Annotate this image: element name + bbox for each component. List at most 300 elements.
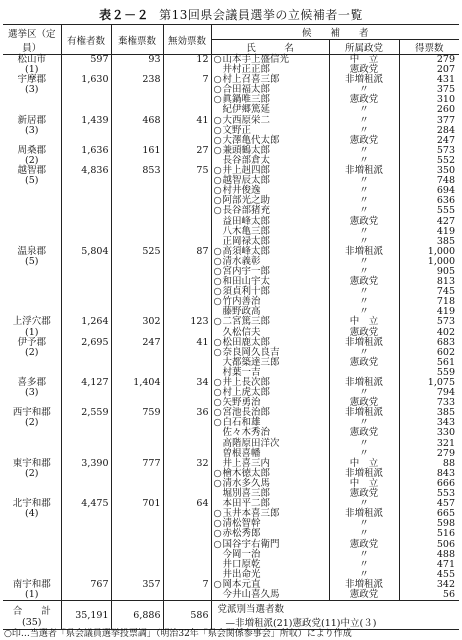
voters-cell [61, 519, 111, 529]
abstain-cell [111, 186, 163, 196]
votes-cell: 694 [399, 186, 459, 196]
candidate-name: 益田峰太郎 [222, 215, 271, 227]
invalid-cell [163, 287, 211, 297]
party-cell: 非増租派 [329, 247, 399, 257]
district-cell [3, 529, 61, 539]
voters-cell [61, 479, 111, 489]
votes-cell: 636 [399, 196, 459, 206]
voters-cell [61, 297, 111, 307]
votes-cell: 455 [399, 570, 459, 580]
party-cell: 非増租派 [329, 580, 399, 590]
candidate-name: 檜木徳太郎 [222, 467, 271, 479]
votes-cell: 88 [399, 459, 459, 469]
district-cell [3, 267, 61, 277]
district-cell [3, 287, 61, 297]
candidate-name: 宮池長治郎 [222, 407, 271, 419]
invalid-cell [163, 95, 211, 105]
voters-cell [61, 267, 111, 277]
votes-cell: 350 [399, 166, 459, 176]
invalid-cell [163, 85, 211, 95]
candidate-name: 曽根喜幡 [222, 447, 261, 459]
voters-cell [61, 358, 111, 368]
candidate-name: 長谷部倉太 [222, 154, 271, 166]
voters-cell [61, 287, 111, 297]
votes-cell: 506 [399, 540, 459, 550]
district-cell: 西宇和郡 [12, 407, 51, 419]
votes-cell: 602 [399, 348, 459, 358]
invalid-cell [163, 428, 211, 438]
header-candidates: 候 補 者 [211, 25, 459, 40]
candidate-name: 兼頭鶴太郎 [222, 144, 271, 156]
candidate-name: 矢野勇治 [222, 397, 261, 409]
candidate-name: 国谷宇右衛門 [222, 538, 280, 550]
abstain-cell [111, 297, 163, 307]
voters-cell [61, 85, 111, 95]
abstain-cell: 701 [111, 499, 163, 509]
candidate-name: 赤松秀郎 [222, 528, 261, 540]
party-cell: 憲政党 [329, 136, 399, 146]
voters-cell [61, 428, 111, 438]
candidate-name: 清水多久馬 [222, 477, 271, 489]
votes-cell: 471 [399, 560, 459, 570]
district-cell [3, 428, 61, 438]
abstain-cell [111, 267, 163, 277]
invalid-cell [163, 176, 211, 186]
abstain-cell [111, 550, 163, 560]
votes-cell: 279 [399, 449, 459, 459]
district-cell: 上浮穴郡 [12, 316, 51, 328]
voters-cell: 1,264 [61, 317, 111, 327]
voters-cell [61, 257, 111, 267]
elected-mark: ○ [213, 144, 222, 156]
elected-mark: ○ [213, 508, 222, 520]
voters-cell [61, 509, 111, 519]
abstain-cell: 759 [111, 408, 163, 418]
invalid-cell: 7 [163, 580, 211, 590]
candidate-name: 井上長次郎 [222, 377, 271, 388]
voters-cell [61, 550, 111, 560]
district-cell [3, 206, 61, 216]
candidate-cell [211, 590, 329, 601]
votes-cell: 330 [399, 428, 459, 438]
abstain-cell: 161 [111, 146, 163, 156]
candidate-name: 高階原田洋次 [222, 437, 280, 449]
district-cell: (1) [25, 588, 39, 600]
votes-cell: 488 [399, 550, 459, 560]
voters-cell [61, 176, 111, 186]
party-cell: 〃 [329, 560, 399, 570]
header-district: 選挙区（定員） [3, 25, 61, 55]
elected-mark: ○ [213, 578, 222, 590]
district-cell: (3) [25, 387, 39, 399]
candidate-name: 松田鹿太郎 [222, 336, 271, 348]
votes-cell: 665 [399, 509, 459, 519]
party-cell: 憲政党 [329, 217, 399, 227]
header-votes: 得票数 [399, 40, 459, 55]
elected-mark: ○ [213, 346, 222, 358]
total-label: 合 計 [12, 605, 51, 617]
votes-cell: 385 [399, 408, 459, 418]
candidate-name: 玉井本喜三郎 [222, 508, 280, 520]
invalid-cell: 87 [163, 247, 211, 257]
invalid-cell: 75 [163, 166, 211, 176]
party-cell: 〃 [329, 287, 399, 297]
abstain-cell [111, 277, 163, 287]
abstain-cell: 238 [111, 75, 163, 85]
candidate-name: 清水義彰 [222, 255, 261, 267]
voters-cell: 4,127 [61, 378, 111, 388]
party-cell: 〃 [329, 550, 399, 560]
party-cell: 〃 [329, 388, 399, 398]
elected-mark: ○ [213, 74, 222, 86]
voters-cell [61, 540, 111, 550]
party-cell: 非増租派 [329, 166, 399, 176]
party-cell: 憲政党 [329, 65, 399, 75]
invalid-cell [163, 550, 211, 560]
district-cell: (5) [25, 175, 39, 187]
party-cell: 憲政党 [329, 590, 399, 601]
party-cell: 非増租派 [329, 338, 399, 348]
district-cell: 喜多郡 [17, 377, 46, 388]
abstain-cell [111, 540, 163, 550]
district-cell: (2) [25, 417, 39, 429]
candidate-name: 今岡一治 [222, 548, 261, 560]
party-cell: 〃 [329, 85, 399, 95]
voters-cell: 767 [61, 580, 111, 590]
elected-mark: ○ [213, 296, 222, 308]
invalid-cell [163, 590, 211, 601]
candidate-name: 奈良岡久良吉 [222, 346, 280, 358]
elected-mark: ○ [213, 255, 222, 267]
invalid-cell [163, 267, 211, 277]
party-cell: 非増租派 [329, 408, 399, 418]
district-cell [3, 186, 61, 196]
invalid-cell [163, 196, 211, 206]
voters-cell: 1,636 [61, 146, 111, 156]
votes-cell: 561 [399, 358, 459, 368]
invalid-cell [163, 540, 211, 550]
candidate-name: 本田平二郎 [222, 498, 271, 510]
elected-mark: ○ [213, 94, 222, 106]
candidate-name: 白石和雄 [222, 417, 261, 429]
votes-cell: 56 [399, 590, 459, 601]
candidate-name: 大澤亀代太郎 [222, 134, 280, 146]
invalid-cell [163, 257, 211, 267]
elected-mark: ○ [213, 316, 222, 328]
voters-cell [61, 529, 111, 539]
votes-cell: 1,000 [399, 247, 459, 257]
votes-cell: 1,075 [399, 378, 459, 388]
district-cell: (1) [25, 326, 39, 338]
elected-mark: ○ [213, 377, 222, 388]
abstain-cell [111, 590, 163, 601]
district-cell [3, 439, 61, 449]
footnote: ○印…当選者「県会議員選挙投票調」（明治32年「県会関係参事会」所収）により作成 [4, 629, 352, 639]
party-cell: 〃 [329, 418, 399, 428]
district-cell: 周桑郡 [17, 144, 46, 156]
candidate-name: 大都築達三郎 [222, 356, 280, 368]
votes-cell: 748 [399, 176, 459, 186]
abstain-cell [111, 257, 163, 267]
invalid-cell: 12 [163, 55, 211, 66]
district-cell: (5) [25, 255, 39, 267]
district-cell: 松山市 [17, 54, 46, 65]
party-cell: 〃 [329, 237, 399, 247]
abstain-cell [111, 479, 163, 489]
candidate-name: 正岡禄太郎 [222, 235, 271, 247]
elected-mark: ○ [213, 165, 222, 177]
district-cell [3, 479, 61, 489]
party-cell: 中 立 [329, 479, 399, 489]
abstain-cell [111, 428, 163, 438]
abstain-cell: 853 [111, 166, 163, 176]
abstain-cell [111, 176, 163, 186]
elected-mark: ○ [213, 407, 222, 419]
district-cell [3, 196, 61, 206]
total-abstain: 6,886 [111, 601, 163, 630]
candidate-name: 紀伊郷篤延 [222, 104, 271, 116]
party-cell: 〃 [329, 116, 399, 126]
elected-mark: ○ [213, 205, 222, 217]
voters-cell: 2,559 [61, 408, 111, 418]
abstain-cell [111, 227, 163, 237]
party-cell: 〃 [329, 449, 399, 459]
district-cell: 北宇和郡 [12, 498, 51, 510]
header-abstain: 棄権票数 [111, 25, 163, 55]
invalid-cell: 36 [163, 408, 211, 418]
voters-cell [61, 560, 111, 570]
votes-cell: 666 [399, 479, 459, 489]
elected-mark: ○ [213, 417, 222, 429]
candidate-name: 竹内善治 [222, 296, 261, 308]
invalid-cell: 41 [163, 116, 211, 126]
voters-cell: 1,439 [61, 116, 111, 126]
votes-cell: 427 [399, 217, 459, 227]
total-invalid: 586 [163, 601, 211, 630]
invalid-cell [163, 418, 211, 428]
candidate-name: 村井俊逸 [222, 185, 261, 197]
party-cell: 〃 [329, 348, 399, 358]
candidate-name: 文野正 [222, 124, 252, 136]
candidate-name: 村葉一吉 [222, 366, 261, 378]
party-cell: 憲政党 [329, 328, 399, 338]
votes-cell: 553 [399, 489, 459, 499]
invalid-cell [163, 529, 211, 539]
voters-cell [61, 277, 111, 287]
party-cell: 〃 [329, 519, 399, 529]
header-name: 氏 名 [211, 40, 329, 55]
elected-mark: ○ [213, 114, 222, 126]
invalid-cell [163, 217, 211, 227]
elected-mark: ○ [213, 134, 222, 146]
elected-mark: ○ [213, 286, 222, 298]
elected-mark: ○ [213, 185, 222, 197]
elected-mark: ○ [213, 336, 222, 348]
votes-cell: 813 [399, 277, 459, 287]
invalid-cell [163, 206, 211, 216]
party-cell: 非増租派 [329, 469, 399, 479]
abstain-cell [111, 196, 163, 206]
votes-cell: 431 [399, 75, 459, 85]
votes-cell: 555 [399, 206, 459, 216]
abstain-cell [111, 418, 163, 428]
party-cell: 〃 [329, 206, 399, 216]
district-cell: (3) [25, 84, 39, 96]
voters-cell [61, 95, 111, 105]
abstain-cell [111, 509, 163, 519]
table-body [3, 55, 459, 601]
votes-cell: 377 [399, 116, 459, 126]
candidate-name: 久松信夫 [222, 326, 261, 338]
summary-line-1: 党派別当選者数 [217, 604, 285, 616]
party-cell: 憲政党 [329, 398, 399, 408]
abstain-cell: 1,404 [111, 378, 163, 388]
district-cell: (4) [25, 508, 39, 520]
district-cell [3, 550, 61, 560]
district-cell [3, 358, 61, 368]
candidate-name: 井上赳四郎 [222, 165, 271, 177]
abstain-cell [111, 388, 163, 398]
votes-cell: 843 [399, 469, 459, 479]
invalid-cell [163, 479, 211, 489]
candidate-name: 村上召喜三郎 [222, 74, 280, 86]
elected-mark: ○ [213, 276, 222, 288]
district-cell: (2) [25, 467, 39, 479]
party-cell: 中 立 [329, 459, 399, 469]
elected-mark: ○ [213, 538, 222, 550]
header-invalid: 無効票数 [163, 25, 211, 55]
abstain-cell [111, 519, 163, 529]
voters-cell: 2,695 [61, 338, 111, 348]
abstain-cell: 357 [111, 580, 163, 590]
table-row [3, 590, 459, 601]
district-cell [3, 95, 61, 105]
elected-mark: ○ [213, 387, 222, 399]
voters-cell [61, 227, 111, 237]
total-voters: 35,191 [61, 601, 111, 630]
abstain-cell: 93 [111, 55, 163, 66]
abstain-cell [111, 95, 163, 105]
elected-mark: ○ [213, 54, 222, 65]
abstain-cell [111, 529, 163, 539]
votes-cell: 279 [399, 55, 459, 66]
abstain-cell [111, 287, 163, 297]
elected-mark: ○ [213, 265, 222, 277]
invalid-cell: 123 [163, 317, 211, 327]
voters-cell [61, 439, 111, 449]
votes-cell: 552 [399, 156, 459, 166]
abstain-cell [111, 126, 163, 136]
abstain-cell [111, 358, 163, 368]
votes-cell: 573 [399, 146, 459, 156]
candidate-name: 和田山宇太 [222, 276, 271, 288]
candidate-name: 越智辰太郎 [222, 175, 271, 187]
voters-cell [61, 418, 111, 428]
votes-cell: 457 [399, 499, 459, 509]
votes-cell: 342 [399, 580, 459, 590]
abstain-cell [111, 439, 163, 449]
votes-cell: 598 [399, 519, 459, 529]
votes-cell: 207 [399, 65, 459, 75]
candidate-name: 岡本元直 [222, 578, 261, 590]
elected-mark: ○ [213, 195, 222, 207]
candidate-name: 二宮篤三郎 [222, 316, 271, 328]
invalid-cell [163, 227, 211, 237]
voters-cell [61, 388, 111, 398]
invalid-cell [163, 126, 211, 136]
voters-cell [61, 126, 111, 136]
invalid-cell: 27 [163, 146, 211, 156]
district-cell: 越智郡 [17, 165, 46, 177]
party-cell: 中 立 [329, 317, 399, 327]
candidate-name: 井出命光 [222, 568, 261, 580]
invalid-cell: 32 [163, 459, 211, 469]
party-cell: 〃 [329, 307, 399, 317]
votes-cell: 794 [399, 388, 459, 398]
elected-mark: ○ [213, 397, 222, 409]
district-cell [3, 227, 61, 237]
district-cell: 東宇和郡 [12, 457, 51, 469]
candidate-name: 高須峰太郎 [222, 245, 271, 257]
district-cell [3, 540, 61, 550]
votes-cell: 573 [399, 317, 459, 327]
district-cell: 伊予郡 [17, 336, 46, 348]
party-cell: 〃 [329, 257, 399, 267]
votes-cell: 375 [399, 85, 459, 95]
party-cell: 非増租派 [329, 509, 399, 519]
district-cell [3, 519, 61, 529]
party-cell: 〃 [329, 267, 399, 277]
candidate-name: 大西原栄二 [222, 114, 271, 126]
invalid-cell [163, 519, 211, 529]
party-cell: 憲政党 [329, 95, 399, 105]
elected-mark: ○ [213, 84, 222, 96]
abstain-cell [111, 217, 163, 227]
abstain-cell: 468 [111, 116, 163, 126]
invalid-cell [163, 509, 211, 519]
party-cell: 〃 [329, 176, 399, 186]
abstain-cell: 525 [111, 247, 163, 257]
candidate-name: 今井山喜久馬 [222, 588, 280, 600]
candidate-name: 井村正正郎 [222, 64, 271, 76]
abstain-cell: 302 [111, 317, 163, 327]
district-cell [3, 560, 61, 570]
party-cell: 憲政党 [329, 428, 399, 438]
invalid-cell [163, 297, 211, 307]
party-cell: 非増租派 [329, 378, 399, 388]
candidate-name: 山本手上盛信光 [222, 54, 290, 65]
voters-cell [61, 186, 111, 196]
party-cell: 〃 [329, 156, 399, 166]
invalid-cell [163, 388, 211, 398]
party-cell: 〃 [329, 297, 399, 307]
party-cell: 憲政党 [329, 358, 399, 368]
abstain-cell [111, 85, 163, 95]
votes-cell: 516 [399, 529, 459, 539]
invalid-cell: 34 [163, 378, 211, 388]
voters-cell [61, 217, 111, 227]
party-cell: 憲政党 [329, 277, 399, 287]
invalid-cell [163, 358, 211, 368]
party-cell: 〃 [329, 227, 399, 237]
invalid-cell: 41 [163, 338, 211, 348]
votes-cell: 419 [399, 227, 459, 237]
candidate-table [3, 24, 459, 630]
party-cell: 憲政党 [329, 489, 399, 499]
district-cell: (3) [25, 124, 39, 136]
voters-cell [61, 469, 111, 479]
summary-line-2: —非増租派(21)憲政党(11)中立(３) [225, 618, 377, 630]
